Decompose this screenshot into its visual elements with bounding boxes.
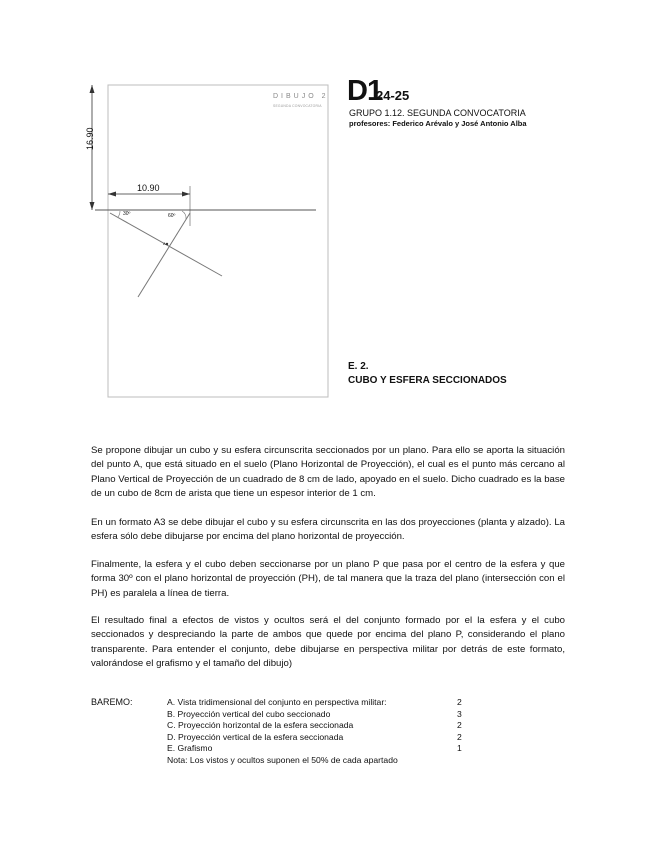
dimension-horizontal-label: 10.90 <box>137 183 160 193</box>
course-code: D1 <box>347 75 383 107</box>
paragraph-format: En un formato A3 se debe dibujar el cubo y su esfera circunscrita en las dos proyecciones (planta y alzado). La esfera sólo debe dibujarse por encima del plano horizontal de proyección. <box>91 517 565 543</box>
dimension-vertical-label: 16.90 <box>85 127 95 150</box>
paragraph-section: Finalmente, la esfera y el cubo deben seccionarse por un plano P que pasa por el centro de la esfera y que forma 30º con el plano horizontal de proyección (PH), de tal manera que la traza del plano (intersección con el PH) es paralela a línea de tierra. <box>91 559 565 599</box>
angle-arc-30 <box>118 211 120 217</box>
baremo-item-points: 2 <box>457 697 462 707</box>
point-a-marker <box>166 243 168 245</box>
angle-arc-60 <box>182 211 186 219</box>
arrow-up-icon <box>90 85 95 93</box>
point-a-label: A <box>163 241 166 246</box>
construction-line-60 <box>138 213 190 297</box>
angle-left-label: 30º <box>123 211 131 217</box>
angle-right-label: 60º <box>168 213 176 219</box>
baremo-item-points: 3 <box>457 708 462 719</box>
sheet-subtitle: SEGUNDA CONVOCATORIA <box>273 104 322 108</box>
professors-line: profesores: Federico Arévalo y José Antonio Alba <box>349 119 527 128</box>
baremo-item-label: B. Proyección vertical del cubo seccionado <box>167 708 331 719</box>
baremo-item <box>167 732 467 744</box>
baremo-item <box>167 697 467 709</box>
paragraph-intro: Se propone dibujar un cubo y su esfera circunscrita seccionados por un plano. Para ello se aporta la situación del punto A, que está situado en el suelo (Plano Horizontal de Proyección), el cual es el punto más cercano al Plano Vertical de Proyección de un cuadrado de 8 cm de lado, apoyado en el suelo. Dicho cuadrado es la base de un cubo de 8cm de arista que tiene un espesor interior de 1 cm. <box>91 445 565 500</box>
baremo-item <box>167 709 467 721</box>
baremo-item-label: D. Proyección vertical de la esfera seccionada <box>167 731 344 742</box>
baremo-item-label: C. Proyección horizontal de la esfera seccionada <box>167 720 354 731</box>
baremo-item-points: 2 <box>457 731 462 742</box>
baremo-label: BAREMO: <box>91 697 133 707</box>
arrow-left-icon <box>108 192 116 197</box>
group-line: GRUPO 1.12. SEGUNDA CONVOCATORIA <box>349 108 526 118</box>
paragraph-result: El resultado final a efectos de vistos y ocultos será el del conjunto formado por el la esfera y el cubo seccionados y despreciando la parte de ambos que quede por encima del plano P, considerando el plano transparente. Para entender el conjunto, debe dibujarse en perspectiva militar por detrás de este formato, valorándose el grafismo y el tamaño del dibujo) <box>91 615 565 670</box>
baremo-note: Nota: Los vistos y ocultos suponen el 50% de cada apartado <box>167 754 398 765</box>
baremo-item <box>167 743 467 755</box>
exercise-title: CUBO Y ESFERA SECCIONADOS <box>348 375 507 386</box>
baremo-item-label: A. Vista tridimensional del conjunto en perspectiva militar: <box>167 697 387 707</box>
sheet-frame <box>108 85 328 397</box>
baremo-item-label: E. Grafismo <box>167 743 213 754</box>
arrow-down-icon <box>90 202 95 210</box>
baremo-list <box>167 697 467 767</box>
academic-year: 24-25 <box>376 88 410 103</box>
baremo-item <box>167 720 467 732</box>
exercise-number: E. 2. <box>348 361 369 372</box>
sheet-title: DIBUJO 2 <box>273 93 329 100</box>
arrow-right-icon <box>182 192 190 197</box>
baremo-item-points: 2 <box>457 720 462 731</box>
baremo-item-points: 1 <box>457 743 462 754</box>
